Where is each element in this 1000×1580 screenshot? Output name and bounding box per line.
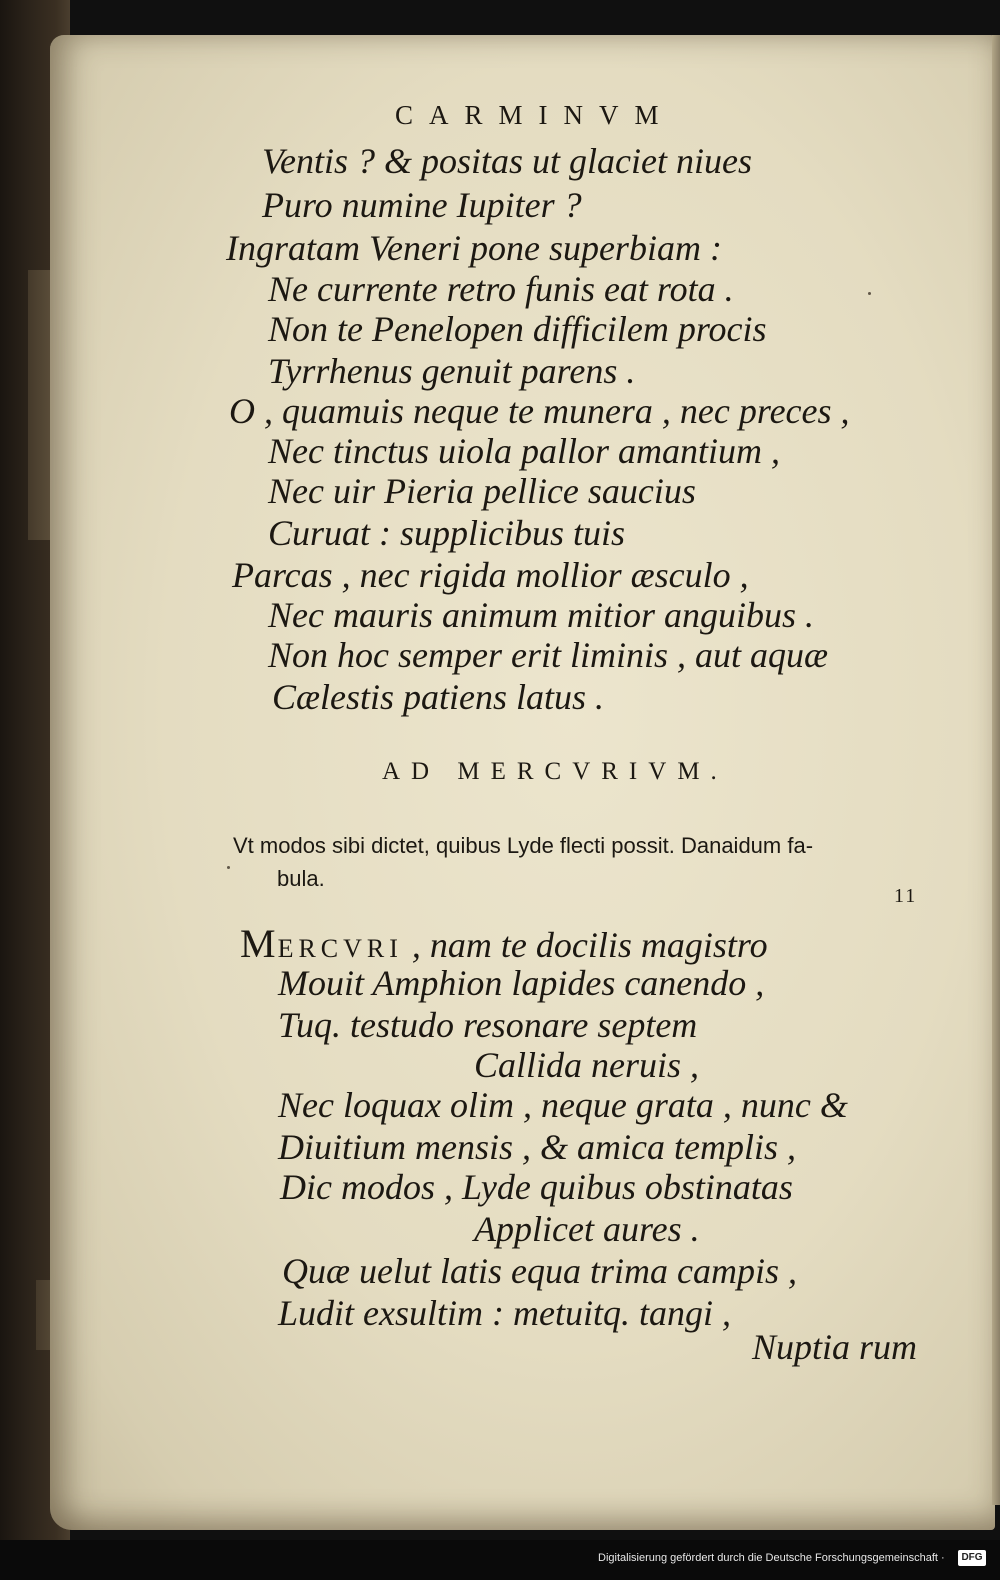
verse-line: Cælestis patiens latus . (272, 677, 605, 717)
verse-line: Applicet aures . (474, 1209, 700, 1249)
verse-line: Tuq. testudo resonare septem (278, 1005, 698, 1045)
verse-line: Callida neruis , (474, 1045, 700, 1085)
ode-argument-continued: bula. (277, 866, 325, 891)
verse-line: Parcas , nec rigida mollior æsculo , (232, 555, 749, 595)
verse-line: Ne currente retro funis eat rota . (268, 269, 734, 309)
ode-argument: Vt modos sibi dictet, quibus Lyde flecti possit. Danaidum fa- (233, 833, 814, 858)
drop-capital: M (240, 921, 278, 966)
dfg-logo: DFG (958, 1550, 986, 1566)
verse-line: Dic modos , Lyde quibus obstinatas (280, 1167, 793, 1207)
paper-speck (868, 292, 871, 295)
verse-line: Nec mauris animum mitior anguibus . (268, 595, 815, 635)
ode-title: AD MERCVRIVM. (382, 758, 728, 785)
digitization-credit: Digitalisierung gefördert durch die Deutsche Forschungsgemeinschaft · (598, 1552, 945, 1564)
verse-line: Ludit exsultim : metuitq. tangi , (278, 1293, 731, 1333)
verse-line: Non hoc semper erit liminis , aut aquæ (268, 635, 828, 675)
verse-line: Tyrrhenus genuit parens . (268, 351, 636, 391)
verse-line: Ingratam Veneri pone superbiam : (226, 228, 722, 268)
small-caps-word: ERCVRI (277, 934, 403, 963)
verse-line: Ventis ? & positas ut glaciet niues (262, 141, 752, 181)
verse-line: Non te Penelopen difficilem procis (268, 309, 767, 349)
verse-line: Mouit Amphion lapides canendo , (278, 963, 765, 1003)
first-line-rest: , nam te docilis magistro (411, 925, 768, 965)
verse-line: Nec tinctus uiola pallor amantium , (268, 431, 780, 471)
verse-line: Quæ uelut latis equa trima campis , (282, 1251, 797, 1291)
verse-line: Puro numine Iupiter ? (262, 185, 582, 225)
verse-line: Nec loquax olim , neque grata , nunc & (278, 1085, 848, 1125)
verse-line: Curuat : supplicibus tuis (268, 513, 626, 553)
verse-line: Diuitium mensis , & amica templis , (278, 1127, 796, 1167)
running-header: CARMINVM (395, 100, 675, 130)
ode-first-line (240, 920, 768, 967)
verse-line: O , quamuis neque te munera , nec preces , (229, 391, 850, 431)
paper-speck (227, 866, 230, 869)
catchword: Nuptia rum (752, 1327, 918, 1367)
ode-number: 11 (894, 885, 918, 907)
page-edge (992, 35, 1000, 1505)
verse-line: Nec uir Pieria pellice saucius (268, 471, 696, 511)
